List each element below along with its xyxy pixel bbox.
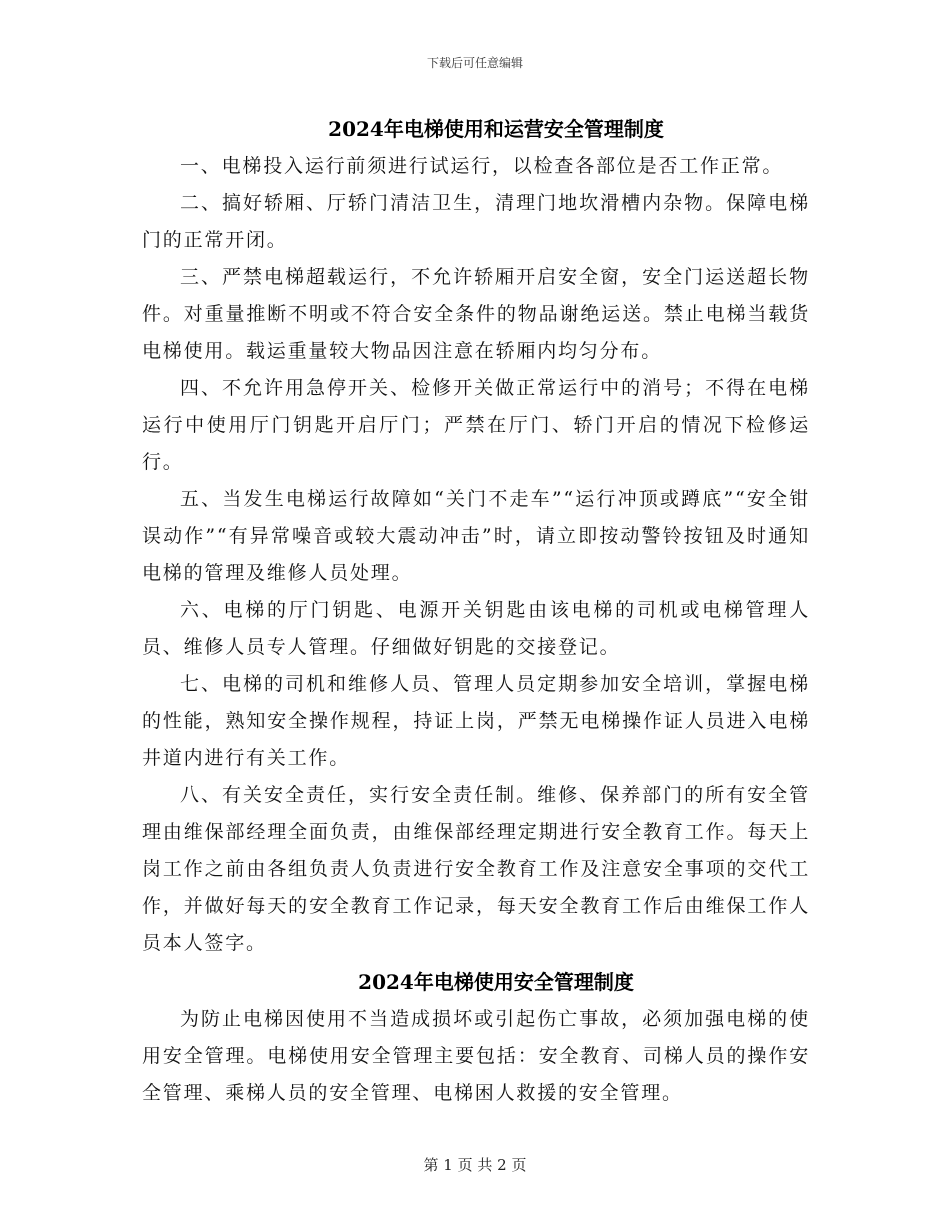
section-2-title: 2024年电梯使用安全管理制度 bbox=[358, 970, 634, 994]
section-1-paragraph-3: 三、严禁电梯超载运行，不允许轿厢开启安全窗，安全门运送超长物件。对重量推断不明或不符合安全条件的物品谢绝运送。禁止电梯当载货电梯使用。载运重量较大物品因注意在轿厢内均匀分布。 bbox=[142, 266, 810, 362]
section-1-paragraph-8: 八、有关安全责任，实行安全责任制。维修、保养部门的所有安全管理由维保部经理全面负责，由维保部经理定期进行安全教育工作。每天上岗工作之前由各组负责人负责进行安全教育工作及注意安全事项的交代工作，并做好每天的安全教育工作记录，每天安全教育工作后由维保工作人员本人签字。 bbox=[142, 784, 810, 954]
section-1-paragraph-1: 一、电梯投入运行前须进行试运行，以检查各部位是否工作正常。 bbox=[180, 155, 784, 177]
section-1-paragraph-2: 二、搞好轿厢、厅轿门清洁卫生，清理门地坎滑槽内杂物。保障电梯门的正常开闭。 bbox=[142, 192, 810, 251]
section-1-title: 2024年电梯使用和运营安全管理制度 bbox=[328, 117, 664, 141]
section-1-paragraph-5: 五、当发生电梯运行故障如“关门不走车”“运行冲顶或蹲底”“安全钳误动作”“有异常噪音或较大震动冲击”时，请立即按动警铃按钮及时通知电梯的管理及维修人员处理。 bbox=[142, 488, 810, 584]
header-note: 下载后可任意编辑 bbox=[426, 56, 523, 70]
section-1-paragraph-6: 六、电梯的厅门钥匙、电源开关钥匙由该电梯的司机或电梯管理人员、维修人员专人管理。仔细做好钥匙的交接登记。 bbox=[142, 599, 810, 658]
page-footer: 第 1 页 共 2 页 bbox=[423, 1156, 527, 1174]
section-2-paragraph-1: 为防止电梯因使用不当造成损坏或引起伤亡事故，必须加强电梯的使用安全管理。电梯使用安全管理主要包括：安全教育、司梯人员的操作安全管理、乘梯人员的安全管理、电梯困人救援的安全管理。 bbox=[142, 1008, 810, 1104]
section-1-paragraph-4: 四、不允许用急停开关、检修开关做正常运行中的消号；不得在电梯运行中使用厅门钥匙开启厅门；严禁在厅门、轿门开启的情况下检修运行。 bbox=[142, 377, 810, 473]
document-body bbox=[142, 110, 810, 1112]
section-1-paragraph-7: 七、电梯的司机和维修人员、管理人员定期参加安全培训，掌握电梯的性能，熟知安全操作规程，持证上岗，严禁无电梯操作证人员进入电梯井道内进行有关工作。 bbox=[142, 673, 810, 769]
